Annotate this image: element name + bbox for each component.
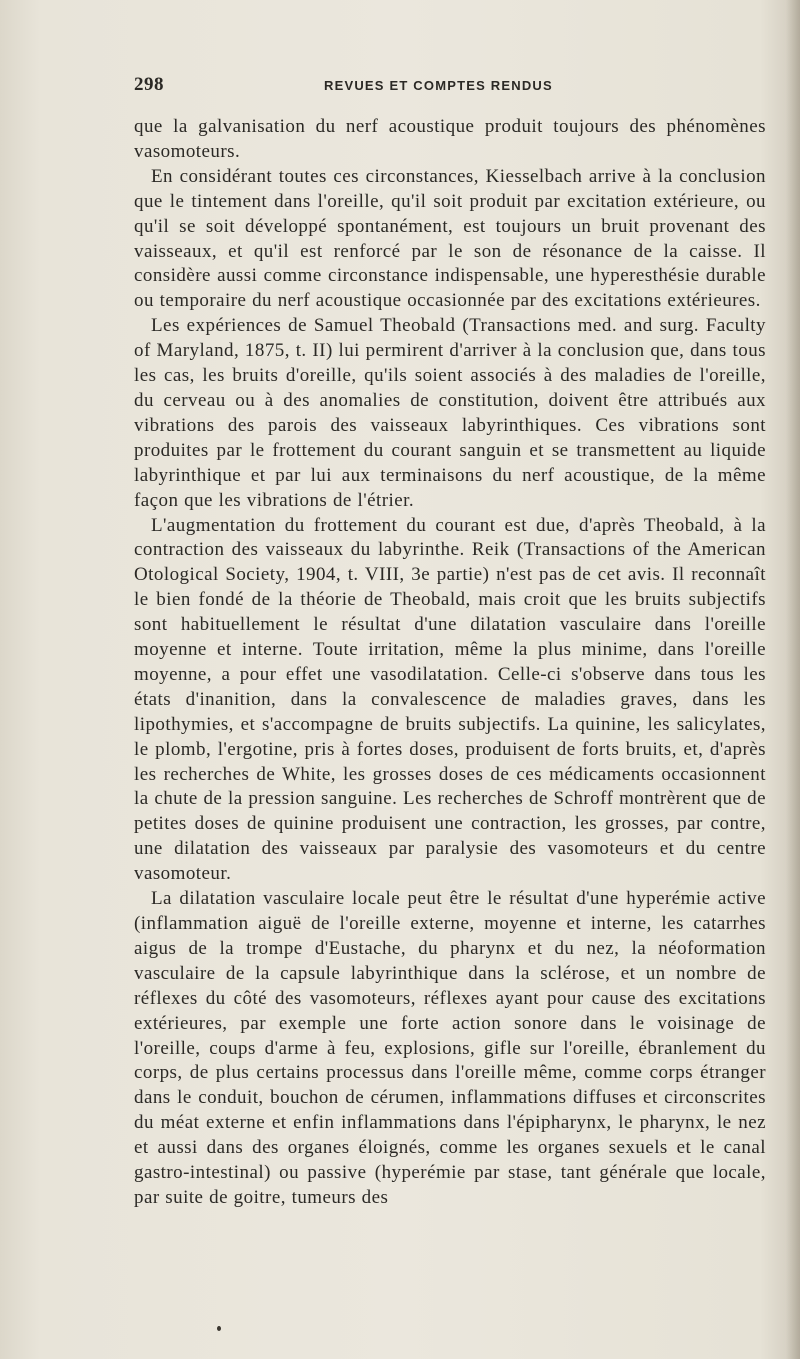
page-header [134,74,766,100]
paragraph: La dilatation vasculaire locale peut être le résultat d'une hyperémie active (inflammation aiguë de l'oreille externe, moyenne et interne, les catarrhes aigus de la trompe d'Eustache, du pharynx et du nez, la néoformation vasculaire de la capsule labyrinthique dans la sclérose, et un nombre de réflexes du côté des vasomoteurs, réflexes ayant pour cause des excitations extérieures, par exemple une forte action sonore dans le voisinage de l'oreille, coups d'arme à feu, explosions, gifle sur l'oreille, ébranlement du corps, de plus certains processus dans l'oreille même, comme corps étranger dans le conduit, bouchon de cérumen, inflammations diffuses et circonscrites du méat externe et enfin inflammations dans l'épipharynx, le pharynx, le nez et aussi dans des organes éloignés, comme les organes sexuels et le canal gastro-intestinal) ou passive (hyperémie par stase, tant générale que locale, par suite de goitre, tumeurs des [134,888,766,1208]
ink-speck [217,1326,221,1331]
paragraph: que la galvanisation du nerf acoustique produit toujours des phénomènes vasomoteurs. [134,116,766,162]
paragraph: L'augmentation du frottement du courant est due, d'après Theobald, à la contraction des vaisseaux du labyrinthe. Reik (Transactions of the American Otological Society, 1904, t. VIII, 3e partie) n'est pas de cet avis. Il reconnaît le bien fondé de la théorie de Theobald, mais croit que les bruits subjectifs sont habituellement le résultat d'une dilatation vasculaire dans l'oreille moyenne et interne. Toute irritation, même la plus minime, dans l'oreille moyenne, a pour effet une vasodilatation. Celle-ci s'observe dans tous les états d'inanition, dans la convalescence de maladies graves, dans les lipothymies, et s'accompagne de bruits subjectifs. La quinine, les salicylates, le plomb, l'ergotine, pris à fortes doses, produisent de forts bruits, et, d'après les recherches de White, les grosses doses de ces médicaments occasionnent la chute de la pression sanguine. Les recherches de Schroff montrèrent que de petites doses de quinine produisent une contraction, les grosses, par contre, une dilatation des vaisseaux par paralysie des vasomoteurs et du centre vasomoteur. [134,514,766,885]
body-text [134,115,766,1211]
page-edge-shadow [786,0,800,1359]
page-number: 298 [134,74,164,95]
running-head: REVUES ET COMPTES RENDUS [324,78,553,93]
paragraph: Les expériences de Samuel Theobald (Transactions med. and surg. Faculty of Maryland, 1875, t. II) lui permirent d'arriver à la conclusion que, dans tous les cas, les bruits d'oreille, qu'ils soient associés à des maladies de l'oreille, du cerveau ou à des anomalies de constitution, doivent être attribués aux vibrations des parois des vaisseaux labyrinthiques. Ces vibrations sont produites par le frottement du courant sanguin et se transmettent au liquide labyrinthique et par lui aux terminaisons du nerf acoustique, de la même façon que les vibrations de l'étrier. [134,315,766,511]
paragraph: En considérant toutes ces circonstances, Kiesselbach arrive à la conclusion que le tintement dans l'oreille, qu'il soit produit par excitation extérieure, ou qu'il se soit développé spontanément, est toujours un bruit provenant des vaisseaux, et qu'il est renforcé par le son de résonance de la caisse. Il considère aussi comme circonstance indispensable, une hyperesthésie durable ou temporaire du nerf acoustique occasionnée par des excitations extérieures. [134,165,766,312]
